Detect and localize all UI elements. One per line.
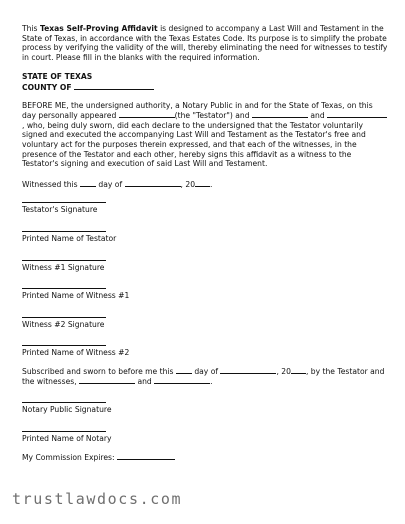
- witnessed-day-blank[interactable]: [80, 179, 96, 187]
- commission-expires-line: [22, 452, 388, 463]
- testator-name-blank[interactable]: [119, 110, 175, 118]
- subscribed-witness1-blank[interactable]: [79, 376, 135, 384]
- witnessed-month-blank[interactable]: [125, 179, 181, 187]
- statement-part3: and: [307, 111, 328, 121]
- witness2-signature-line[interactable]: [22, 308, 106, 318]
- intro-body: is designed to accompany a Last Will and Testament in the State of Texas, in accordance with the Texas Estates Code. Its purpose is to simplify the probate process by verifying the validity of the will, thereby eliminating the need for witnesses to testify in court. Please fill in the blanks with the required information.: [22, 24, 388, 62]
- witness2-name-blank[interactable]: [327, 110, 387, 118]
- witness1-printed-name-label: Printed Name of Witness #1: [22, 291, 130, 301]
- witness1-signature-block: [22, 251, 388, 273]
- statement-part1: BEFORE ME, the undersigned authority, a Notary Public in and for the State of Texas, on this day personally appeared: [22, 100, 373, 121]
- witnessed-day-text: day of: [96, 179, 125, 189]
- intro-prefix: This: [22, 24, 40, 33]
- witness2-printed-name-block: [22, 336, 388, 358]
- sworn-statement-paragraph: [22, 101, 388, 169]
- statement-part2: (the "Testator") and: [174, 111, 252, 121]
- commission-date-blank[interactable]: [117, 452, 175, 460]
- witness1-signature-line[interactable]: [22, 251, 106, 261]
- document-title: Texas Self-Proving Affidavit: [39, 24, 158, 33]
- statement-part4: , who, being duly sworn, did each declare to the undersigned that the Testator voluntarily signed and executed the accompanying Last Will and Testament as the Testator's free and voluntary act for the purposes therein expressed, and that each of the witnesses, in the presence of the Testator and each other, hereby signs this affidavit as a witness to the Testator's signing and execution of said Last Will and Testament.: [22, 120, 366, 169]
- witness1-printed-name-line[interactable]: [22, 279, 106, 289]
- subscribed-part1: Subscribed and sworn to before me this: [22, 366, 176, 376]
- state-heading: STATE OF TEXAS: [22, 72, 93, 82]
- watermark-text: trustlawdocs.com: [12, 490, 183, 508]
- county-heading: [22, 82, 388, 93]
- subscribed-part6: .: [210, 377, 213, 387]
- notary-printed-name-block: [22, 422, 388, 444]
- notary-signature-block: [22, 393, 388, 415]
- subscribed-part4: , by the Testator and the witnesses,: [22, 366, 385, 387]
- witnessed-date-line: [22, 179, 388, 190]
- testator-printed-name-line[interactable]: [22, 222, 106, 232]
- witness2-printed-name-label: Printed Name of Witness #2: [22, 348, 130, 358]
- witness2-signature-block: [22, 308, 388, 330]
- notary-signature-label: Notary Public Signature: [22, 405, 112, 415]
- subscribed-year-blank[interactable]: [291, 366, 306, 374]
- notary-printed-name-line[interactable]: [22, 422, 106, 432]
- subscribed-month-blank[interactable]: [220, 366, 276, 374]
- subscribed-part3: , 20: [276, 366, 291, 376]
- subscribed-witness2-blank[interactable]: [154, 376, 213, 387]
- intro-paragraph: [22, 24, 388, 62]
- testator-printed-name-label: Printed Name of Testator: [22, 233, 117, 243]
- witness1-signature-label: Witness #1 Signature: [22, 262, 105, 272]
- witnessed-comma: , 20: [180, 179, 196, 189]
- subscribed-sworn-paragraph: [22, 366, 388, 387]
- testator-signature-block: [22, 193, 388, 215]
- subscribed-part5: and: [135, 377, 155, 387]
- county-blank[interactable]: [74, 82, 154, 90]
- notary-printed-name-label: Printed Name of Notary: [22, 433, 112, 443]
- witnessed-end: .: [210, 179, 213, 189]
- testator-signature-line[interactable]: [22, 193, 106, 203]
- commission-label: My Commission Expires:: [22, 453, 117, 463]
- testator-printed-name-block: [22, 222, 388, 244]
- witness1-printed-name-block: [22, 279, 388, 301]
- witness2-printed-name-line[interactable]: [22, 336, 106, 346]
- witness2-signature-label: Witness #2 Signature: [22, 319, 105, 329]
- county-label: COUNTY OF: [22, 82, 72, 92]
- witness1-name-blank[interactable]: [252, 110, 308, 118]
- subscribed-day-blank[interactable]: [176, 366, 192, 374]
- affidavit-document: [22, 24, 388, 463]
- subscribed-part2: day of: [191, 366, 221, 376]
- witnessed-prefix: Witnessed this: [22, 179, 81, 189]
- witnessed-year-blank[interactable]: [195, 179, 213, 189]
- testator-signature-label: Testator's Signature: [22, 205, 98, 215]
- notary-signature-line[interactable]: [22, 393, 106, 403]
